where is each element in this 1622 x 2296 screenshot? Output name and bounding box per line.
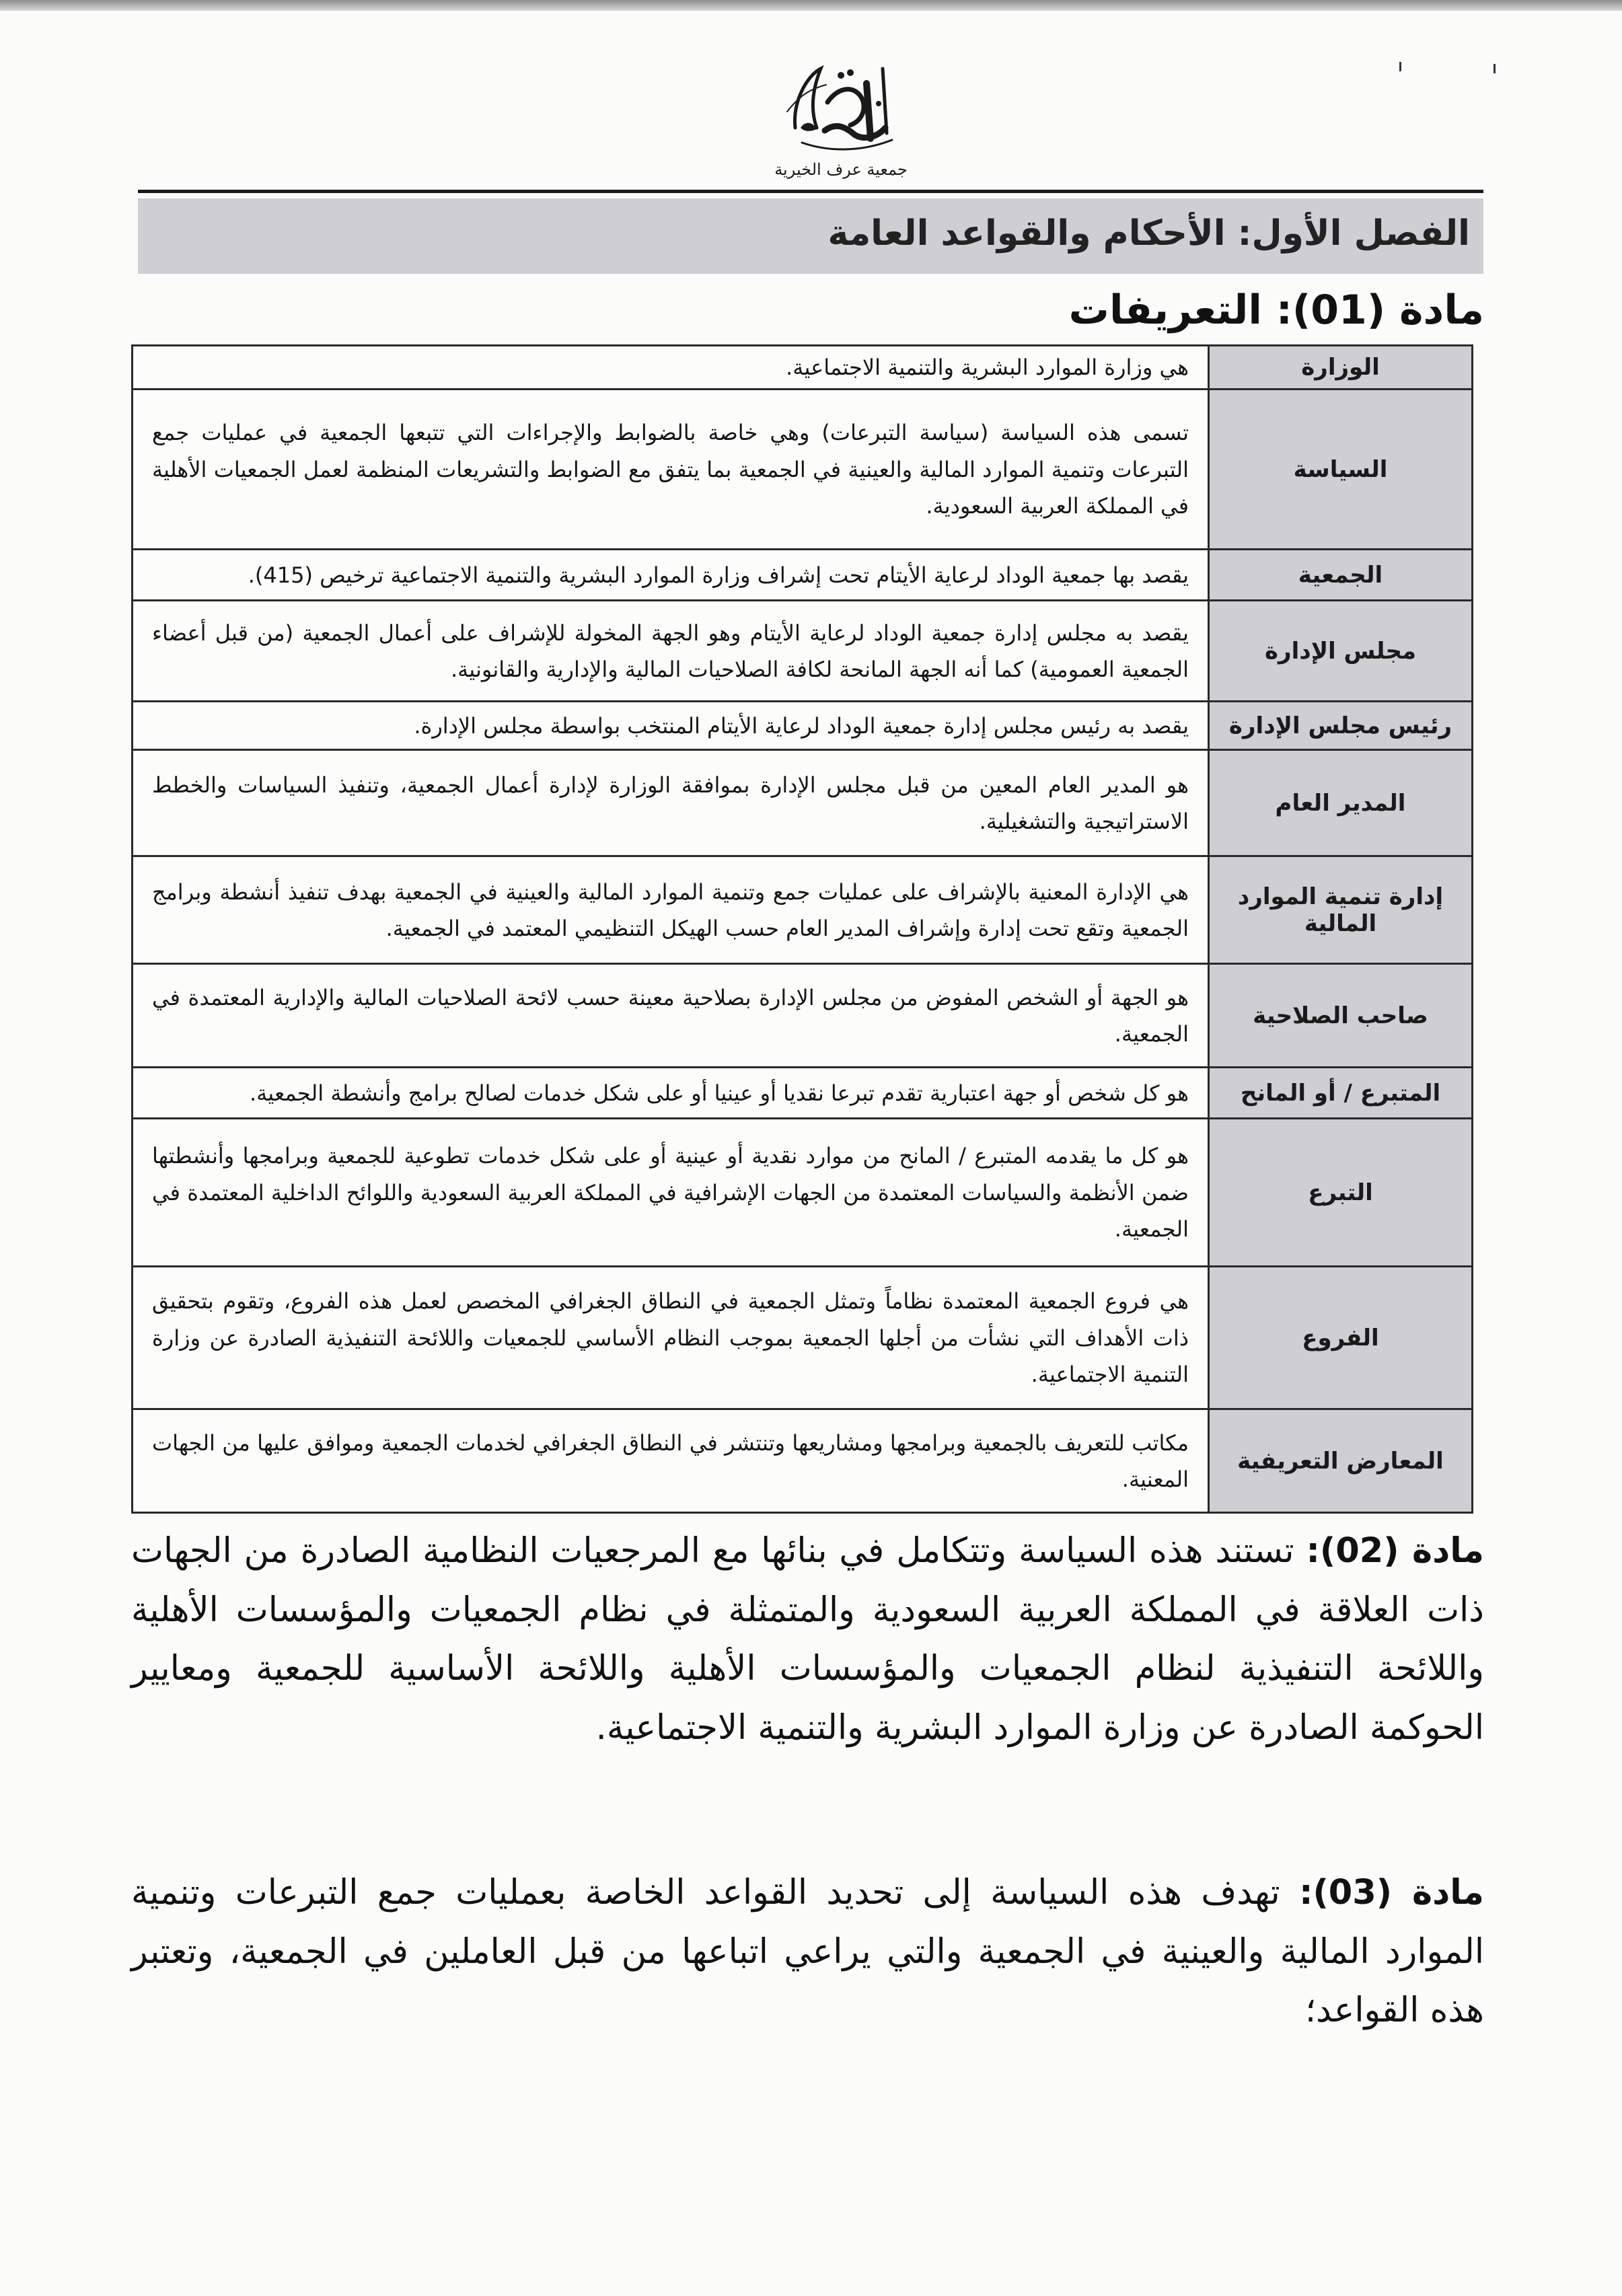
article-02-text: تستند هذه السياسة وتتكامل في بنائها مع المرجعيات النظامية الصادرة من الجهات ذات العلاقة في المملكة العربية السعودية والمتمثلة في نظام الجمعيات والمؤسسات الأهلية واللائحة التنفيذية لنظام الجمعيات والمؤسسات الأهلية واللائحة الأساسية للجمعية ومعايير الحوكمة الصادرة عن وزارة الموارد البشرية والتنمية الاجتماعية. [131,1531,1484,1748]
table-row [133,702,1473,750]
table-row [133,1267,1473,1409]
scan-mark [1399,62,1401,71]
definition-cell: هي وزارة الموارد البشرية والتنمية الاجتماعية. [133,346,1209,390]
table-row [133,856,1473,964]
term-cell: المتبرع / أو المانح [1209,1068,1473,1119]
article-03-heading: مادة (03): [1299,1873,1484,1913]
definition-cell: يقصد به مجلس إدارة جمعية الوداد لرعاية الأيتام وهو الجهة المخولة للإشراف على أعمال الجمعية (من قبل أعضاء الجمعية العمومية) كما أنه الجهة المانحة لكافة الصلاحيات المالية والإدارية والقانونية. [133,601,1209,702]
term-cell: مجلس الإدارة [1209,601,1473,702]
term-cell: صاحب الصلاحية [1209,964,1473,1068]
chapter-header-band [138,198,1483,274]
logo-org-name: جمعية عرف الخيرية [774,160,908,179]
calligraphy-logo-icon [760,27,922,188]
term-cell: الجمعية [1209,550,1473,601]
definition-cell: يقصد به رئيس مجلس إدارة جمعية الوداد لرعاية الأيتام المنتخب بواسطة مجلس الإدارة. [133,702,1209,750]
table-row [133,1119,1473,1267]
definition-cell: هو المدير العام المعين من قبل مجلس الإدارة بموافقة الوزارة لإدارة أعمال الجمعية، وتنفيذ السياسات والخطط الاستراتيجية والتشغيلية. [133,750,1209,856]
article-01-heading: مادة (01): التعريفات [1068,287,1484,334]
table-row [133,1068,1473,1119]
article-03-text: تهدف هذه السياسة إلى تحديد القواعد الخاصة بعمليات جمع التبرعات وتنمية الموارد المالية والعينية في الجمعية والتي يراعي اتباعها من قبل العاملين في الجمعية، وتعتبر هذه القواعد؛ [131,1873,1484,2031]
definition-cell: تسمى هذه السياسة (سياسة التبرعات) وهي خاصة بالضوابط والإجراءات التي تتبعها الجمعية في عمليات جمع التبرعات وتنمية الموارد المالية والعينية في الجمعية بما يتفق مع الضوابط والتشريعات المنظمة لعمل الجمعيات الأهلية في المملكة العربية السعودية. [133,390,1209,550]
term-cell: الفروع [1209,1267,1473,1409]
term-cell: المعارض التعريفية [1209,1409,1473,1513]
article-02-heading: مادة (02): [1306,1531,1484,1571]
table-row [133,750,1473,856]
table-row [133,601,1473,702]
definition-cell: هي فروع الجمعية المعتمدة نظاماً وتمثل الجمعية في النطاق الجغرافي المخصص لعمل هذه الفروع، وتقوم بتحقيق ذات الأهداف التي نشأت من أجلها الجمعية بموجب النظام الأساسي للجمعيات واللائحة التنفيذية الصادرة عن وزارة التنمية الاجتماعية. [133,1267,1209,1409]
term-cell: رئيس مجلس الإدارة [1209,702,1473,750]
scan-edge-shade [0,0,1622,11]
definition-cell: يقصد بها جمعية الوداد لرعاية الأيتام تحت إشراف وزارة الموارد البشرية والتنمية الاجتماعية ترخيص (415). [133,550,1209,601]
definition-cell: هو كل ما يقدمه المتبرع / المانح من موارد نقدية أو عينية أو على شكل خدمات تطوعية للجمعية وبرامجها وأنشطتها ضمن الأنظمة والسياسات المعتمدة من الجهات الإشرافية في المملكة العربية السعودية واللوائح الداخلية المعتمدة في الجمعية. [133,1119,1209,1267]
article-02-paragraph [131,1522,1484,1758]
header-rule [138,190,1483,193]
scan-mark [1494,64,1496,73]
term-cell: السياسة [1209,390,1473,550]
table-row [133,1409,1473,1513]
table-row [133,346,1473,390]
table-row [133,390,1473,550]
term-cell: المدير العام [1209,750,1473,856]
term-cell: التبرع [1209,1119,1473,1267]
definition-cell: هو كل شخص أو جهة اعتبارية تقدم تبرعا نقديا أو عينيا أو على شكل خدمات لصالح برامج وأنشطة الجمعية. [133,1068,1209,1119]
table-row [133,964,1473,1068]
definitions-table [131,344,1473,1514]
definition-cell: مكاتب للتعريف بالجمعية وبرامجها ومشاريعها وتنتشر في النطاق الجغرافي لخدمات الجمعية وموافق عليها من الجهات المعنية. [133,1409,1209,1513]
article-03-paragraph [131,1863,1484,2040]
term-cell: إدارة تنمية الموارد المالية [1209,856,1473,964]
table-row [133,550,1473,601]
chapter-title: الفصل الأول: الأحكام والقواعد العامة [827,213,1470,254]
definition-cell: هي الإدارة المعنية بالإشراف على عمليات جمع وتنمية الموارد المالية والعينية في الجمعية بهدف تنفيذ أنشطة وبرامج الجمعية وتقع تحت إدارة وإشراف المدير العام حسب الهيكل التنظيمي المعتمد في الجمعية. [133,856,1209,964]
definition-cell: هو الجهة أو الشخص المفوض من مجلس الإدارة بصلاحية معينة حسب لائحة الصلاحيات المالية والإدارية المعتمدة في الجمعية. [133,964,1209,1068]
term-cell: الوزارة [1209,346,1473,390]
